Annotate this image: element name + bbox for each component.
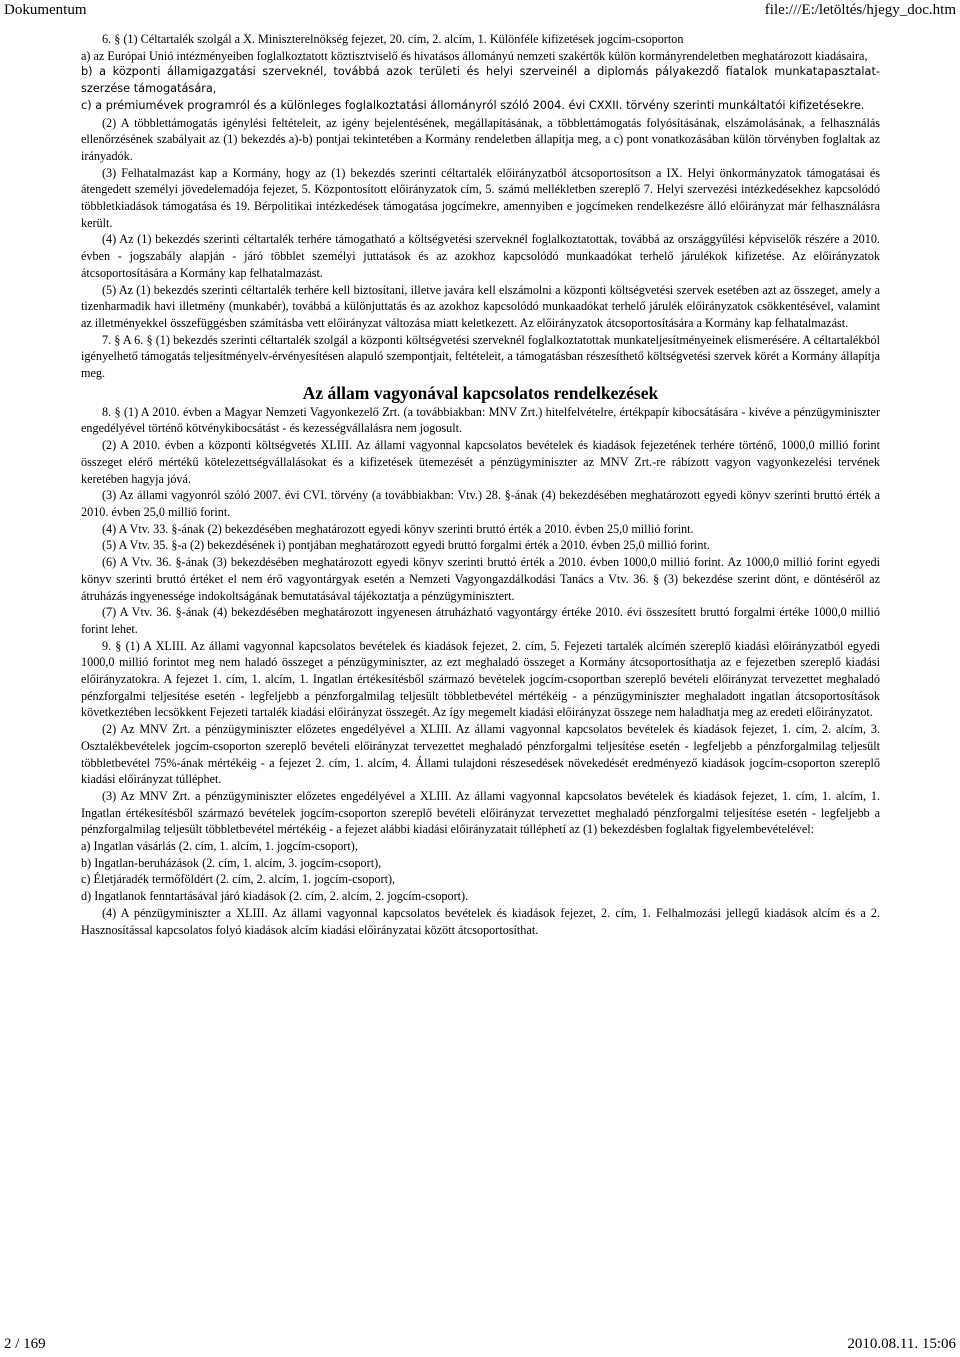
paragraph-6-4: (4) Az (1) bekezdés szerinti céltartalék terhére támogatható a költségvetési szerveknél foglalkoztatottak, továbbá az országgyűlési képviselők részére a 2010. évben - jogszabály alapján - járó többlet személyi juttatások és az azokhoz kapcsolódó munkaadókat terhelő járulékok kifizetése. Az előirányzatok átcsoportosítására a Kormány kap felhatalmazást. [81, 232, 880, 280]
paragraph-8-4: (4) A Vtv. 33. §-ának (2) bekezdésében meghatározott egyedi könyv szerinti bruttó érték a 2010. évben 25,0 millió forint. [102, 521, 694, 536]
paragraph-6-2: (2) A többlettámogatás igénylési feltételeit, az igény bejelentésének, megállapításának, a többlettámogatás folyósításának, elszámolásának, a felhasználás ellenőrzésének szabályait az (1) bekezdés a)-b) pontjai tekintetében a Kormány rendeletben állapítja meg, a c) pont vonatkozásában külön törvényben foglaltak az irányadók. [81, 115, 880, 163]
paragraph-8-7: (7) A Vtv. 36. §-ának (4) bekezdésében meghatározott ingyenesen átruházható vagyontárgy értéke 2010. évi összesített bruttó forgalmi értéke 1000,0 millió forint lehet. [81, 605, 880, 636]
print-datetime: 2010.08.11. 15:06 [847, 1336, 956, 1352]
item-9-3-a: a) Ingatlan vásárlás (2. cím, 1. alcím, 1. jogcím-csoport), [81, 839, 358, 854]
document-body [81, 31, 880, 938]
paragraph-9-1: 9. § (1) A XLIII. Az állami vagyonnal kapcsolatos bevételek és kiadások fejezet, 2. cím, 5. Fejezeti tartalék alcímén szereplő kiadási előirányzatból egyedi 1000,0 millió forintot meg nem haladó összeget a pénzügyminiszter, az ezt meghaladó összeget a Kormány átcsoportosíthatja az e fejezetben szereplő kiadási előirányzatokra. A fejezet 1. cím, 1. alcím, 1. Ingatlan értékesítésből származó bevételek jogcím-csoportban szereplő bevételi előirányzat tervezettet meghaladó pénzforgalmi teljesítése esetén - legfeljebb a pénzforgalmilag teljesült többletbevétel mértékéig - a pénzügyminiszter meghaladott ingatlan átcsoportosítások következtében lecsökkent Fejezeti tartalék kiadási előirányzat összegét. Az így megemelt kiadási előirányzat összege nem haladhatja meg az eredeti előirányzatot. [81, 638, 880, 720]
page-footer [0, 1333, 960, 1357]
item-6-1-b: b) a központi államigazgatási szerveknél, továbbá azok területi és helyi szerveinél a diplomás pályakezdő fiatalok munkatapasztalat-szerzése támogatására, [81, 65, 880, 96]
item-6-1-c: c) a prémiumévek programról és a különleges foglalkoztatási állományról szóló 2004. évi CXXII. törvény szerinti munkáltatói kifizetésekre. [81, 98, 865, 112]
paragraph-8-2: (2) A 2010. évben a központi költségvetés XLIII. Az állami vagyonnal kapcsolatos bevételek és kiadások fejezetének terhére történő, 1000,0 millió forint összeget elérő mértékű kötelezettségvállalásokat és a kifizetések ütemezését a pénzügyminiszter az MNV Zrt.-re rábízott vagyon vagyonkezelési tervének keretében hagyja jóvá. [81, 438, 880, 486]
page-header [0, 0, 960, 22]
paragraph-7: 7. § A 6. § (1) bekezdés szerinti céltartalék szolgál a központi költségvetési szerveknél foglalkoztatottak munkateljesítményeinek elismerésére. A céltartalékból igényelhető támogatás teljesítményelv-érvényesítésen alapuló szempontjait, feltételeit, a támogatásban részesíthető költségvetési szervek körét a Kormány állapítja meg. [81, 332, 880, 381]
paragraph-9-3: (3) Az MNV Zrt. a pénzügyminiszter előzetes engedélyével a XLIII. Az állami vagyonnal kapcsolatos bevételek és kiadások fejezet, 1. cím, 1. alcím, 1. Ingatlan értékesítésből származó bevételek jogcím-csoporton szereplő bevételi előirányzat tervezettet meghaladó pénzforgalmi teljesítése esetén - legfeljebb a pénzforgalmilag teljesült többletbevétel mértékéig - a fejezet alábbi kiadási előirányzatait túlléphetí az (1) bekezdésben foglaltak figyelembevételével: [81, 788, 880, 837]
paragraph-8-1: 8. § (1) A 2010. évben a Magyar Nemzeti Vagyonkezelő Zrt. (a továbbiakban: MNV Zrt.) hitelfelvételre, értékpapír kibocsátására - kivéve a pénzügyminiszter engedélyével történő kötvénykibocsátást - és kezességvállalásra nem jogosult. [81, 404, 880, 436]
item-6-1-a: a) az Európai Unió intézményeiben foglalkoztatott köztisztviselő és hivatásos állományú nemzeti szakértők külön kormányrendeletben meghatározott kiadásaira, [81, 48, 868, 63]
document-title: Dokumentum [4, 2, 87, 18]
paragraph-9-2: (2) Az MNV Zrt. a pénzügyminiszter előzetes engedélyével a XLIII. Az állami vagyonnal kapcsolatos bevételek és kiadások fejezet, 1. cím, 2. alcím, 3. Osztalékbevételek jogcím-csoporton szereplő bevételi előirányzat tervezettet meghaladó pénzforgalmi teljesítése esetén - legfeljebb a pénzforgalmilag teljesült többletbevétel 75%-ának mértékéig - a fejezet 2. cím, 1. alcím, 4. Állami tulajdoni részesedések növekedését eredményező kiadások jogcím-csoporton szereplő kiadási előirányzat túlléphet. [81, 722, 880, 787]
item-9-3-c: c) Életjáradék termőföldért (2. cím, 2. alcím, 1. jogcím-csoport), [81, 872, 396, 887]
section-heading: Az állam vagyonával kapcsolatos rendelkezések [302, 382, 659, 403]
paragraph-9-4: (4) A pénzügyminiszter a XLIII. Az állami vagyonnal kapcsolatos bevételek és kiadások fejezet, 2. cím, 1. Felhalmozási jellegű kiadások alcím és a 2. Hasznosítással kapcsolatos folyó kiadások alcím kiadási előirányzatai között átcsoportosíthat. [81, 905, 880, 937]
paragraph-6-3: (3) Felhatalmazást kap a Kormány, hogy az (1) bekezdés szerinti céltartalék előirányzatból átcsoportosítson a IX. Helyi önkormányzatok támogatásai és átengedett személyi jövedelemadója fejezet, 5. Központosított előirányzatok cím, 5. számú mellékletben szereplő 7. Helyi szervezési intézkedésekhez kapcsolódó többletkiadások támogatása és 19. Bérpolitikai intézkedések támogatása jogcímekre, amennyiben e jogcímeken rendelkezésre álló előirányzat már felhasználásra került. [81, 165, 880, 230]
paragraph-8-3: (3) Az állami vagyonról szóló 2007. évi CVI. törvény (a továbbiakban: Vtv.) 28. §-ának (4) bekezdésében meghatározott egyedi könyv szerinti bruttó érték a 2010. évben 25,0 millió forint. [81, 488, 880, 519]
file-path: file:///E:/letöltés/hjegy_doc.htm [764, 2, 956, 18]
item-9-3-d: d) Ingatlanok fenntartásával járó kiadások (2. cím, 2. alcím, 2. jogcím-csoport). [81, 889, 469, 904]
paragraph-6-1: 6. § (1) Céltartalék szolgál a X. Miniszterelnökség fejezet, 20. cím, 2. alcím, 1. Különféle kifizetések jogcím-csoporton [102, 32, 684, 46]
paragraph-8-5: (5) A Vtv. 35. §-a (2) bekezdésének i) pontjában meghatározott egyedi bruttó forgalmi érték a 2010. évben 25,0 millió forint. [102, 538, 710, 553]
paragraph-6-5: (5) Az (1) bekezdés szerinti céltartalék terhére kell biztosítani, illetve javára kell elszámolni a központi költségvetési szervek esetében azt az összeget, amely a tizenharmadik havi illetmény (munkabér), továbbá a különjuttatás és az azokhoz kapcsolódó munkaadókat terhelő járulék előirányzatok csökkentésével, valamint az illetményekkel összefüggésben számításba vett előirányzat változása miatt keletkezett. Az előirányzatok átcsoportosítására a Kormány kap felhatalmazást. [81, 282, 880, 330]
page-number: 2 / 169 [4, 1336, 46, 1352]
paragraph-8-6: (6) A Vtv. 36. §-ának (3) bekezdésében meghatározott egyedi könyv szerinti bruttó érték a 2010. évben 1000,0 millió forint. Az 1000,0 millió forint egyedi könyv szerinti bruttó értéket el nem érő vagyontárgyak esetén a Nemzeti Vagyongazdálkodási Tanács a Vtv. 36. § (3) bekezdése szerint dönt, e döntéséről az átruházás ingyenessége indokoltságának bemutatásával tájékoztatja a pénzügyminisztert. [81, 555, 880, 603]
item-9-3-b: b) Ingatlan-beruházások (2. cím, 1. alcím, 3. jogcím-csoport), [81, 855, 382, 870]
